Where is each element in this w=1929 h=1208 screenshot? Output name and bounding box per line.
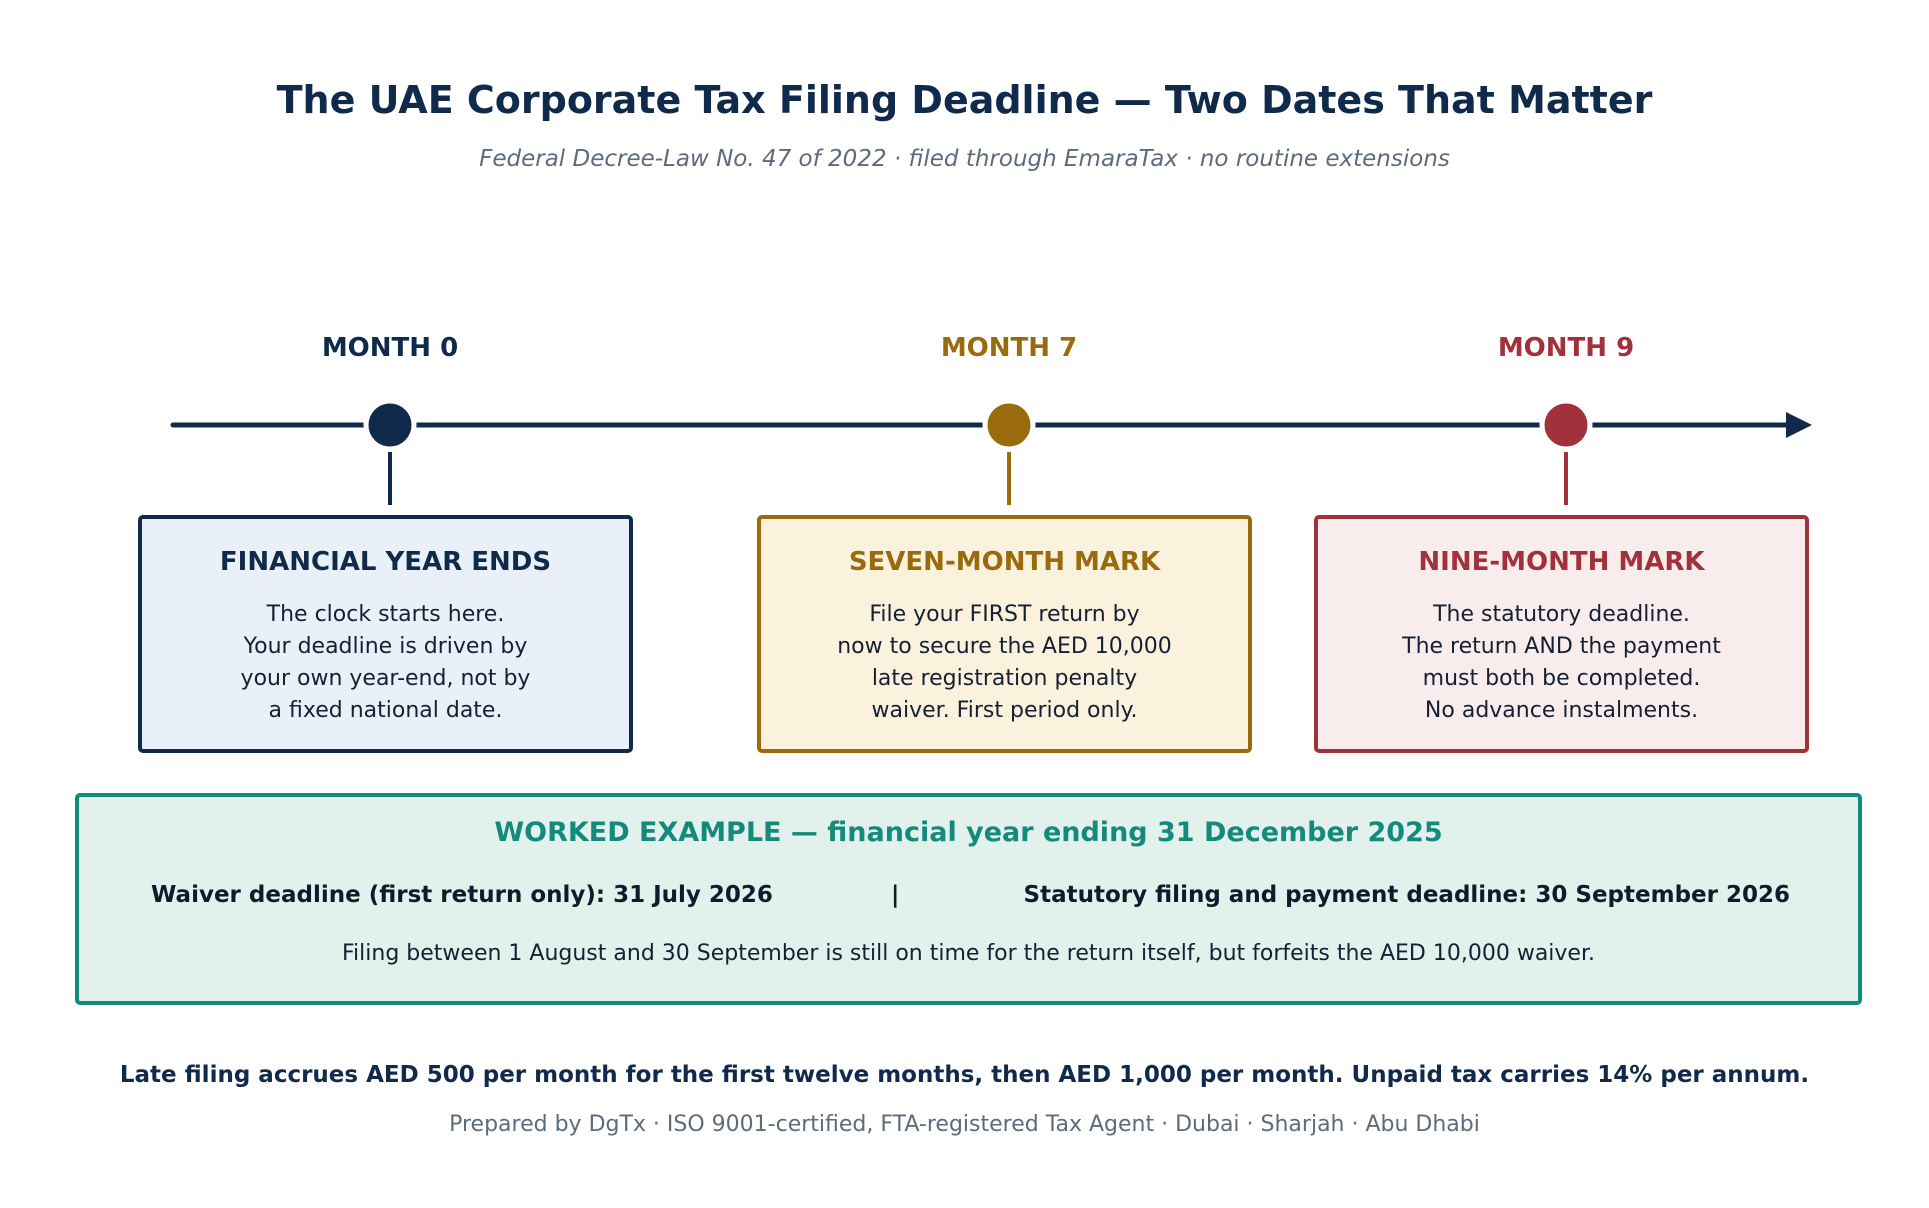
milestone-box-financial-year-ends <box>138 515 633 753</box>
box-line: must both be completed. <box>1422 666 1701 691</box>
box-line: late registration penalty <box>871 666 1138 691</box>
box-line: waiver. First period only. <box>871 698 1138 723</box>
page-subtitle: Federal Decree-Law No. 47 of 2022 · filed through EmaraTax · no routine extensions <box>479 146 1450 172</box>
milestone-box-text <box>1318 599 1805 727</box>
worked-example-note: Filing between 1 August and 30 September is still on time for the return itself, but forfeits the AED 10,000 waiver. <box>342 941 1595 966</box>
worked-example-title: WORKED EXAMPLE — financial year ending 31 December 2025 <box>494 817 1443 848</box>
box-line: The return AND the payment <box>1402 634 1721 659</box>
page-title: The UAE Corporate Tax Filing Deadline — Two Dates That Matter <box>276 78 1653 122</box>
box-line: The clock starts here. <box>266 602 505 627</box>
timeline-graphic <box>0 0 1929 520</box>
box-line: your own year-end, not by <box>240 666 531 691</box>
waiver-deadline: Waiver deadline (first return only): 31 July 2026 <box>151 882 773 908</box>
box-line: now to secure the AED 10,000 <box>837 634 1172 659</box>
milestone-dot-9 <box>1542 401 1590 449</box>
month-label-0: MONTH 0 <box>321 333 459 363</box>
milestone-box-text <box>142 599 629 727</box>
dates-separator: | <box>891 882 900 908</box>
penalty-note: Late filing accrues AED 500 per month for the first twelve months, then AED 1,000 per month. Unpaid tax carries 14% per annum. <box>119 1062 1810 1088</box>
box-line: Your deadline is driven by <box>243 634 528 659</box>
box-line: The statutory deadline. <box>1433 602 1690 627</box>
month-label-9: MONTH 9 <box>1497 333 1635 363</box>
milestone-dot-0 <box>366 401 414 449</box>
worked-example-panel <box>75 793 1862 1005</box>
milestone-box-title: FINANCIAL YEAR ENDS <box>219 547 552 577</box>
credits-line: Prepared by DgTx · ISO 9001-certified, FTA-registered Tax Agent · Dubai · Sharjah · Abu Dhabi <box>449 1112 1480 1137</box>
milestone-box-nine-month-mark <box>1314 515 1809 753</box>
month-label-7: MONTH 7 <box>940 333 1078 363</box>
statutory-deadline: Statutory filing and payment deadline: 30 September 2026 <box>1023 882 1790 908</box>
milestone-dot-7 <box>985 401 1033 449</box>
milestone-box-title: SEVEN-MONTH MARK <box>848 547 1161 577</box>
milestone-box-seven-month-mark <box>757 515 1252 753</box>
timeline-arrowhead <box>1786 412 1812 438</box>
milestone-box-text <box>761 599 1248 727</box>
box-line: File your FIRST return by <box>869 602 1140 627</box>
box-line: a fixed national date. <box>268 698 503 723</box>
milestone-box-title: NINE-MONTH MARK <box>1418 547 1705 577</box>
box-line: No advance instalments. <box>1424 698 1699 723</box>
